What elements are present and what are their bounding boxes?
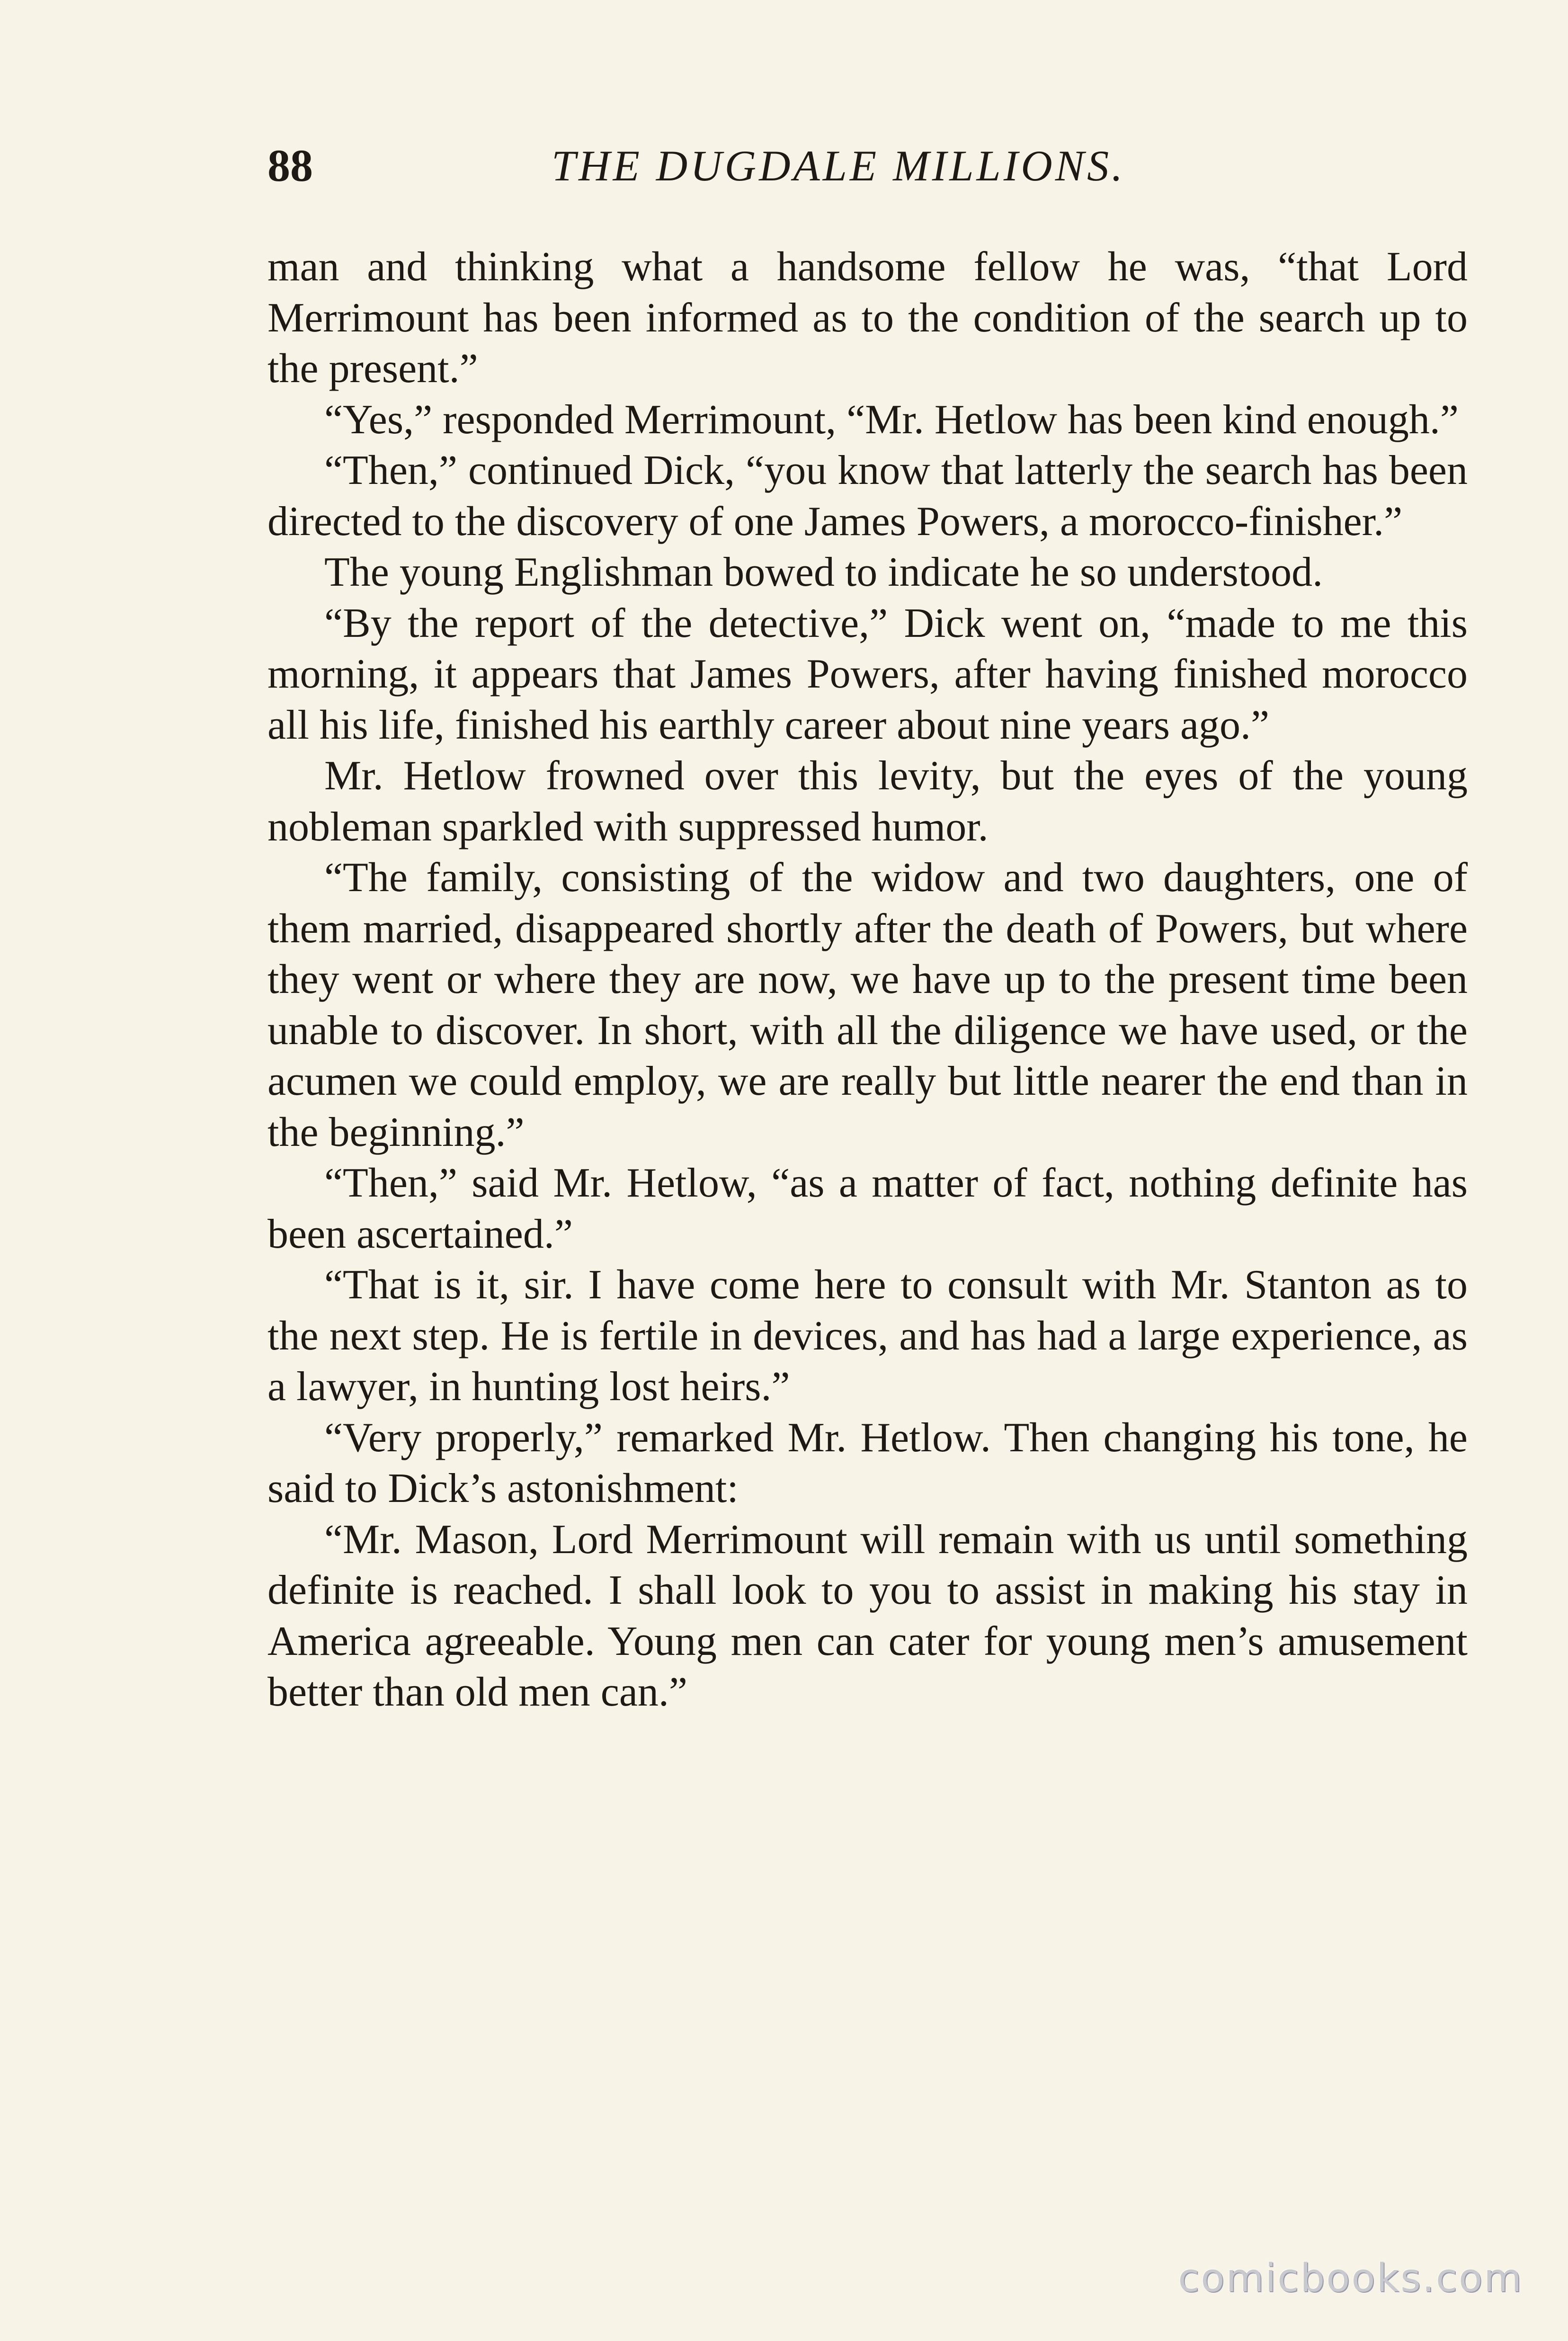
paragraph-9: “That is it, sir. I have come here to consult with Mr. Stanton as to the next step. He is fertile in devices, and has had a large experience, as a lawyer, in hunting lost heirs.” [267,1262,1468,1410]
page-header [267,137,1468,199]
paragraph-6: Mr. Hetlow frowned over this levity, but the eyes of the young nobleman sparkled with suppressed humor. [267,753,1468,850]
paragraph-4: The young Englishman bowed to indicate he so understood. [324,549,1323,595]
page-number: 88 [267,140,313,191]
paragraph-3: “Then,” continued Dick, “you know that latterly the search has been directed to the discovery of one James Powers, a morocco-finisher.” [267,447,1468,545]
paragraph-8: “Then,” said Mr. Hetlow, “as a matter of fact, nothing definite has been ascertained.” [267,1160,1468,1257]
paragraph-11: “Mr. Mason, Lord Merrimount will remain with us until something definite is reached. I shall look to you to assist in making his stay in America agreeable. Young men can cater for young men’s amusement better than old men can.” [267,1516,1468,1715]
paragraph-1: man and thinking what a handsome fellow he was, “that Lord Merrimount has been informed as to the condition of the search up to the present.” [267,244,1468,392]
paragraph-7: “The family, consisting of the widow and two daughters, one of them married, disappeared shortly after the death of Powers, but where they went or where they are now, we have up to the present time been unable to discover. In short, with all the diligence we have used, or the acumen we could employ, we are really but little nearer the end than in the beginning.” [267,855,1468,1155]
watermark: comicbooks.com [1178,2256,1523,2301]
paragraph-2: “Yes,” responded Merrimount, “Mr. Hetlow has been kind enough.” [324,396,1459,443]
paragraph-5: “By the report of the detective,” Dick went on, “made to me this morning, it appears that James Powers, after having finished morocco all his life, finished his earthly career about nine years ago.” [267,600,1468,748]
body-text [267,241,1468,1718]
running-title: THE DUGDALE MILLIONS. [552,142,1126,190]
paragraph-10: “Very properly,” remarked Mr. Hetlow. Then changing his tone, he said to Dick’s astonishment: [267,1414,1468,1511]
